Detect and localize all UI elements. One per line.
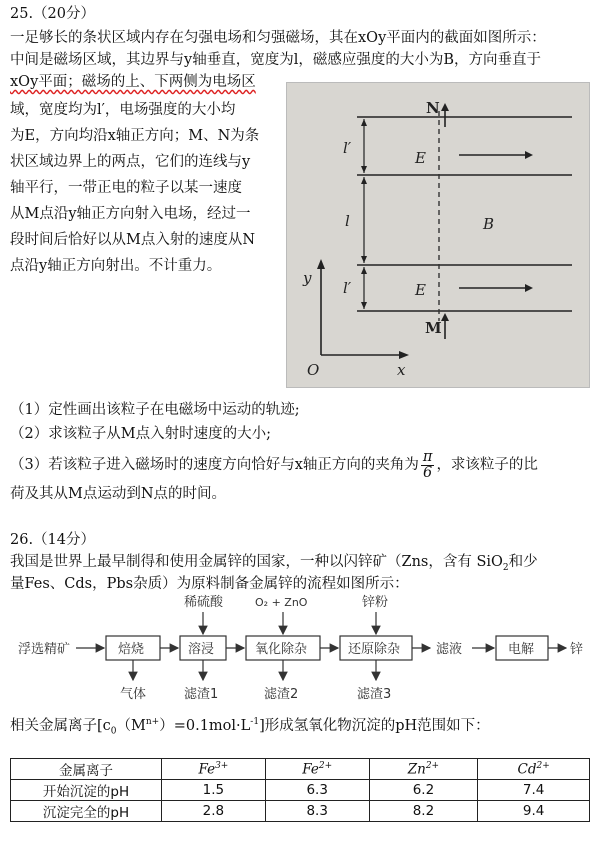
flow-input-zinc-powder: 锌粉	[362, 595, 389, 610]
q26-line-3: 相关金属离子$[c_0(M^{n+})=0.1mol\cdot L^{-1}]$形成氢氧化物沉淀的pH范围如下：	[10, 717, 490, 737]
fraction-pi-6: $\frac{\pi}{6}$	[422, 448, 433, 481]
table-row: 沉淀完全的pH 2.8 8.3 8.2 9.4	[11, 801, 590, 822]
q25-sub-1: （1）定性画出该粒子在电磁场中运动的轨迹;	[10, 402, 300, 418]
table-header-row	[11, 759, 590, 780]
flow-start: 浮选精矿	[18, 642, 71, 657]
q25-line-1: 一足够长的条状区域内存在匀强电场和匀强磁场，其在xOy平面内的截面如图所示：	[10, 30, 546, 46]
label-l-prime-bottom: l′	[343, 279, 352, 297]
flow-output-gas: 气体	[120, 687, 147, 702]
ph-table	[10, 758, 590, 822]
flow-input-acid: 稀硫酸	[184, 595, 224, 610]
label-y-axis: y	[303, 269, 312, 287]
flow-output-residue-1: 滤渣1	[184, 687, 219, 702]
flow-output-residue-2: 滤渣2	[264, 687, 299, 702]
q26-line-2: 量Fes、Cds，Pbs杂质）为原料制备金属锌的流程如图所示：	[10, 576, 409, 592]
q25-line-5: 为E，方向均沿x轴正方向；M、N为条	[10, 128, 260, 144]
q25-line-6: 状区域边界上的两点，它们的连线与y	[10, 154, 251, 170]
q25-sub-3: （3）若该粒子进入磁场时的速度方向恰好与x轴正方向的夹角为 $\frac{\pi}{6}$ ，求该粒子的比	[10, 448, 538, 481]
header-fe3: $Fe^{3+}$	[162, 759, 266, 780]
label-origin: O	[307, 361, 320, 379]
q25-line-10: 点沿y轴正方向射出。不计重力。	[10, 258, 222, 274]
flow-step-reduce: 还原除杂	[348, 642, 401, 657]
flow-step-roast: 焙烧	[118, 642, 145, 657]
flow-electrolysis: 电解	[508, 642, 535, 657]
header-fe2: $Fe^{2+}$	[265, 759, 369, 780]
label-E-bottom: E	[415, 281, 426, 299]
q25-sub-3-cont: 荷及其从M点运动到N点的时间。	[10, 486, 227, 502]
q26-line-1: 我国是世界上最早制得和使用金属锌的国家，一种以闪锌矿（Zns，含有 SiO$_2$和少	[10, 554, 538, 573]
label-l-prime-top: l′	[343, 139, 352, 157]
q25-line-3: xOy平面；磁场的上、下两侧为电场区	[10, 74, 256, 90]
flow-step-leach: 溶浸	[188, 642, 215, 657]
q25-line-8: 从M点沿y轴正方向射入电场，经过一	[10, 206, 251, 222]
label-M: M	[425, 319, 442, 337]
flow-filtrate: 滤液	[436, 642, 463, 657]
q25-line-7: 轴平行，一带正电的粒子以某一速度	[10, 180, 242, 196]
flow-output-residue-3: 滤渣3	[357, 687, 392, 702]
label-N: N	[426, 99, 440, 117]
q25-sub-2: （2）求该粒子从M点入射时速度的大小;	[10, 426, 271, 442]
flow-product: 锌	[570, 642, 584, 657]
header-metal-ion: 金属离子	[11, 759, 162, 780]
header-zn2: $Zn^{2+}$	[369, 759, 478, 780]
label-B: B	[483, 215, 495, 233]
q25-title: 25.（20分）	[10, 6, 96, 22]
field-diagram	[286, 82, 590, 388]
flow-input-oxygen: O₂ + ZnO	[255, 596, 308, 609]
label-E-top: E	[415, 149, 426, 167]
process-flow-diagram	[0, 590, 601, 705]
label-l: l	[345, 212, 350, 230]
flow-step-oxidize: 氧化除杂	[255, 642, 308, 657]
header-cd2: $Cd^{2+}$	[478, 759, 590, 780]
label-x-axis: x	[397, 361, 406, 379]
q26-title: 26.（14分）	[10, 532, 96, 548]
q25-line-2: 中间是磁场区域，其边界与y轴垂直，宽度为l，磁感应强度的大小为B，方向垂直于	[10, 52, 541, 68]
q25-line-4: 域，宽度均为l′，电场强度的大小均	[10, 102, 236, 118]
table-row: 开始沉淀的pH 1.5 6.3 6.2 7.4	[11, 780, 590, 801]
q25-line-9: 段时间后恰好以从M点入射的速度从N	[10, 232, 256, 248]
